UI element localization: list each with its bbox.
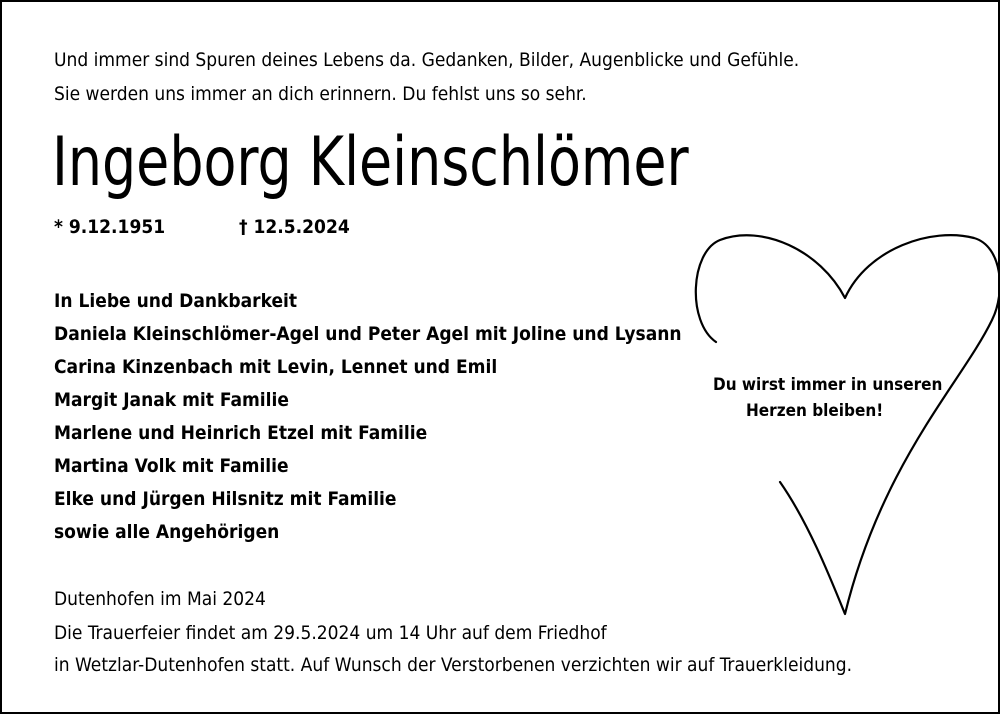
mourner-line: Daniela Kleinschlömer-Agel und Peter Agel mit Joline und Lysann [54, 323, 682, 345]
mourner-line: Elke und Jürgen Hilsnitz mit Familie [54, 488, 397, 510]
mourner-line: In Liebe und Dankbarkeit [54, 290, 298, 312]
heart-text-line-1: Du wirst immer in unseren [713, 375, 943, 395]
mourner-line: Margit Janak mit Familie [54, 389, 289, 411]
funeral-info-line-2: in Wetzlar-Dutenhofen statt. Auf Wunsch der Verstorbenen verzichten wir auf Trauerkleidung. [54, 654, 853, 676]
heart-outline-icon [682, 224, 1000, 619]
heart-text-line-2: Herzen bleiben! [746, 401, 884, 421]
death-date: † 12.5.2024 [239, 216, 350, 238]
mourner-line: Martina Volk mit Familie [54, 455, 289, 477]
funeral-info-line-1: Die Trauerfeier findet am 29.5.2024 um 14 Uhr auf dem Friedhof [54, 622, 607, 644]
place-date: Dutenhofen im Mai 2024 [54, 588, 266, 610]
mourner-line: Carina Kinzenbach mit Levin, Lennet und Emil [54, 356, 498, 378]
mourner-line: Marlene und Heinrich Etzel mit Familie [54, 422, 428, 444]
deceased-name: Ingeborg Kleinschlömer [52, 123, 689, 202]
poem-line-1: Und immer sind Spuren deines Lebens da. Gedanken, Bilder, Augenblicke und Gefühle. [54, 49, 800, 71]
mourner-line: sowie alle Angehörigen [54, 521, 280, 543]
birth-date: * 9.12.1951 [54, 216, 166, 238]
poem-line-2: Sie werden uns immer an dich erinnern. Du fehlst uns so sehr. [54, 83, 587, 105]
